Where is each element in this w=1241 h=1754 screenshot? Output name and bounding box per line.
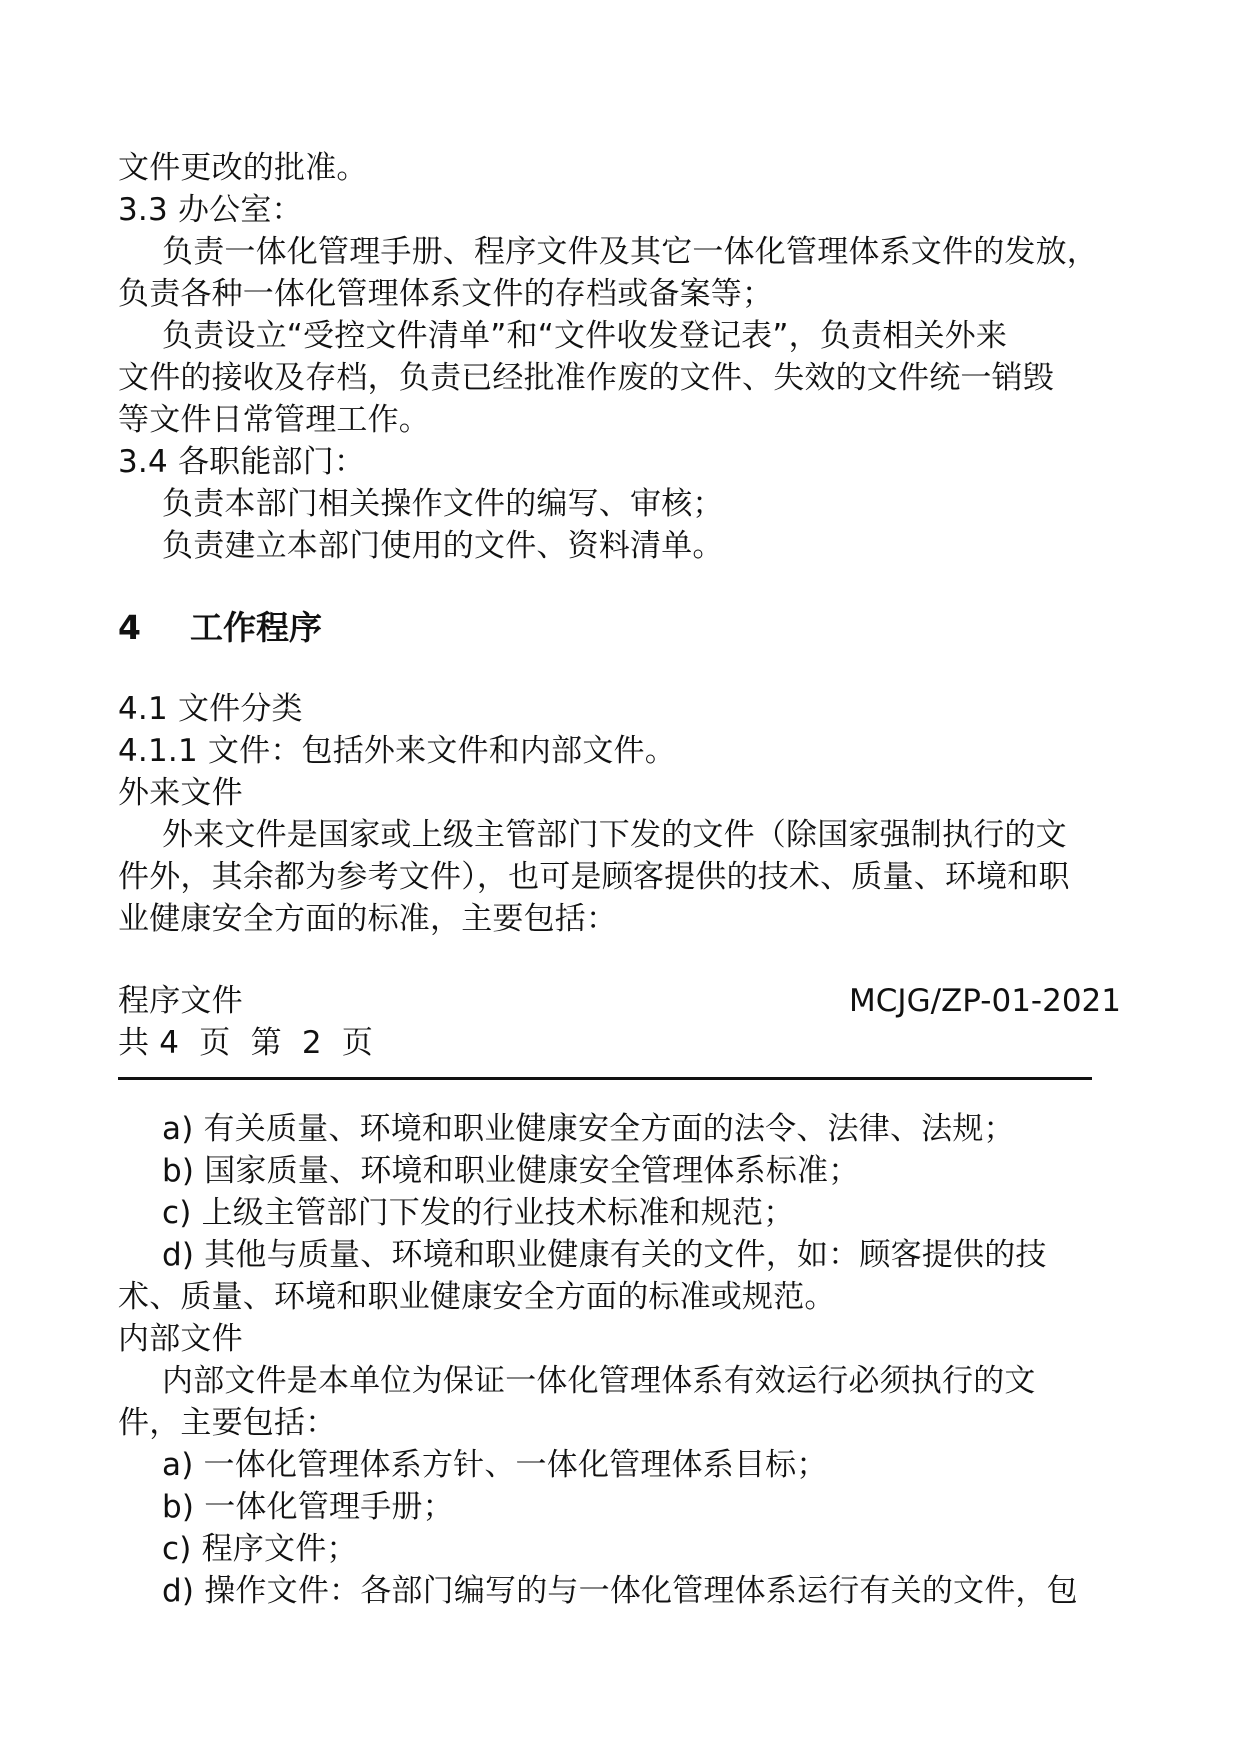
paragraph-line: 内部文件是本单位为保证一体化管理体系有效运行必须执行的文 [162, 1363, 1036, 1399]
section-number: 4 [118, 608, 141, 647]
list-item: d) 操作文件：各部门编写的与一体化管理体系运行有关的文件，包 [162, 1573, 1078, 1609]
internal-files-heading: 内部文件 [118, 1321, 243, 1357]
paragraph-line: 负责设立“受控文件清单”和“文件收发登记表”，负责相关外来 [162, 318, 1008, 354]
text-line: 文件更改的批准。 [118, 150, 368, 186]
external-files-heading: 外来文件 [118, 775, 243, 811]
list-item: b) 国家质量、环境和职业健康安全管理体系标准； [162, 1153, 860, 1189]
paragraph-line: 负责各种一体化管理体系文件的存档或备案等； [118, 276, 774, 312]
paragraph-line: 文件的接收及存档，负责已经批准作废的文件、失效的文件统一销毁 [118, 360, 1054, 396]
header-divider [118, 1077, 1092, 1080]
section-heading-4 [118, 606, 322, 650]
page-info: 共 4 页 第 2 页 [118, 1025, 374, 1061]
paragraph-line: 业健康安全方面的标准，主要包括： [118, 901, 618, 937]
subsection-heading-4-1: 4.1 文件分类 [118, 691, 303, 727]
list-item: 负责本部门相关操作文件的编写、审核； [162, 486, 724, 522]
list-item: c) 上级主管部门下发的行业技术标准和规范； [162, 1195, 795, 1231]
subsection-heading-3-4: 3.4 各职能部门： [118, 444, 366, 480]
list-item: c) 程序文件； [162, 1531, 358, 1567]
document-type-label: 程序文件 [118, 983, 243, 1019]
paragraph-line: 负责一体化管理手册、程序文件及其它一体化管理体系文件的发放， [162, 234, 1098, 270]
list-item: d) 其他与质量、环境和职业健康有关的文件，如：顾客提供的技 [162, 1237, 1047, 1273]
list-item: 负责建立本部门使用的文件、资料清单。 [162, 528, 724, 564]
subsection-heading-4-1-1: 4.1.1 文件：包括外来文件和内部文件。 [118, 733, 676, 769]
list-item-continuation: 术、质量、环境和职业健康安全方面的标准或规范。 [118, 1279, 836, 1315]
document-code: MCJG/ZP-01-2021 [849, 983, 1121, 1019]
paragraph-line: 外来文件是国家或上级主管部门下发的文件（除国家强制执行的文 [162, 817, 1067, 853]
subsection-heading-3-3: 3.3 办公室： [118, 192, 303, 228]
list-item: a) 一体化管理体系方针、一体化管理体系目标； [162, 1447, 828, 1483]
section-title: 工作程序 [190, 608, 322, 647]
paragraph-line: 等文件日常管理工作。 [118, 402, 430, 438]
list-item: b) 一体化管理手册； [162, 1489, 454, 1525]
paragraph-line: 件外，其余都为参考文件），也可是顾客提供的技术、质量、环境和职 [118, 859, 1070, 895]
paragraph-line: 件，主要包括： [118, 1405, 337, 1441]
list-item: a) 有关质量、环境和职业健康安全方面的法令、法律、法规； [162, 1111, 1015, 1147]
